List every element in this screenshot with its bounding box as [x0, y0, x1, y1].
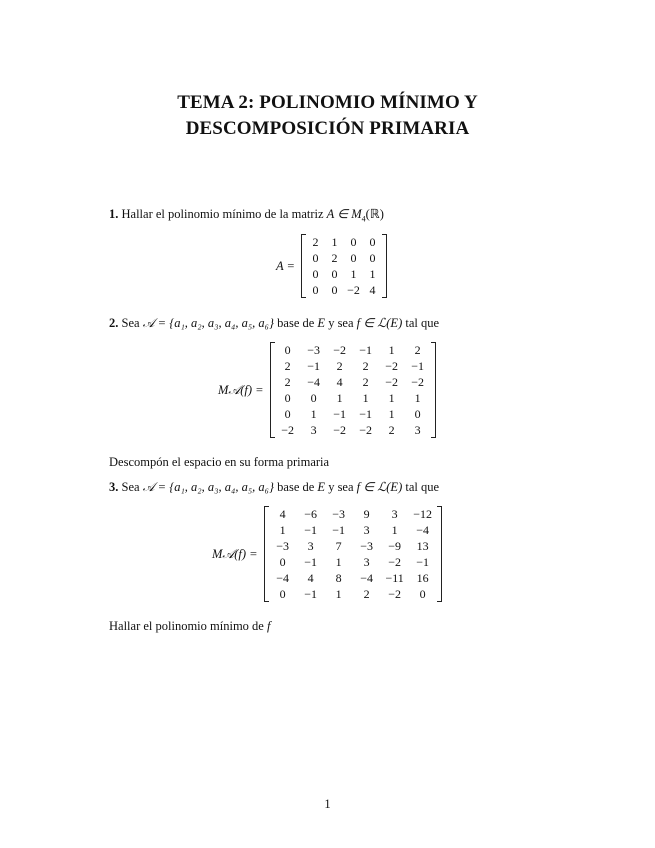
matrix-cell: −2	[411, 375, 424, 389]
matrix-row	[269, 570, 437, 586]
matrix-cell: 9	[363, 507, 370, 521]
problem-3-text-c: y sea	[328, 480, 354, 494]
left-bracket	[264, 506, 269, 602]
problem-3-text-b: base de	[277, 480, 315, 494]
matrix-cell: 0	[312, 251, 319, 265]
matrix-cell: 0	[414, 407, 421, 421]
matrix-cell: 16	[416, 571, 429, 585]
matrix-cell: 2	[363, 587, 370, 601]
matrix-cell: 3	[363, 555, 370, 569]
problem-2-statement	[109, 315, 439, 331]
matrix-cell: 0	[312, 267, 319, 281]
matrix-cell: −2	[347, 283, 360, 297]
matrix-cell: 1	[279, 523, 286, 537]
problem-2-map: f ∈ ℒ(E)	[356, 316, 403, 330]
matrix-cell: 0	[312, 283, 319, 297]
matrix-cell: 3	[363, 523, 370, 537]
matrix-cell: −3	[360, 539, 373, 553]
matrix-row	[306, 282, 382, 298]
matrix-cell: −1	[333, 407, 346, 421]
matrix-cell: 0	[284, 391, 291, 405]
problem-3-text-a: Sea	[121, 480, 140, 494]
problem-1-statement	[109, 206, 384, 224]
matrix-cell: 2	[336, 359, 343, 373]
matrix-cell: 4	[279, 507, 286, 521]
matrix-row	[269, 586, 437, 602]
matrix-row	[275, 390, 431, 406]
left-bracket	[301, 234, 306, 298]
matrix-cell: 3	[307, 539, 314, 553]
matrix-cell: 2	[331, 251, 338, 265]
matrix-m2-block	[218, 342, 436, 438]
matrix-cell: −9	[388, 539, 401, 553]
matrix-m3-block	[212, 506, 442, 602]
matrix-m2	[275, 342, 431, 438]
matrix-cell: −1	[304, 587, 317, 601]
matrix-m3	[269, 506, 437, 602]
matrix-cell: −1	[416, 555, 429, 569]
matrix-cell: −12	[413, 507, 432, 521]
matrix-cell: 4	[307, 571, 314, 585]
matrix-a	[306, 234, 382, 298]
matrix-cell: 0	[310, 391, 317, 405]
matrix-row	[306, 250, 382, 266]
matrix-cell: 1	[335, 555, 342, 569]
matrix-cell: −3	[307, 343, 320, 357]
matrix-cell: 2	[312, 235, 319, 249]
problem-3-text-d: tal que	[405, 480, 440, 494]
matrix-cell: 1	[335, 587, 342, 601]
problem-1-text: Hallar el polinomio mínimo de la matriz	[121, 207, 324, 221]
problem-1-math-sub: 4	[361, 214, 366, 224]
matrix-cell: 0	[369, 251, 376, 265]
matrix-cell: −4	[360, 571, 373, 585]
matrix-cell: 3	[391, 507, 398, 521]
matrix-row	[269, 506, 437, 522]
matrix-cell: −6	[304, 507, 317, 521]
matrix-cell: 0	[279, 555, 286, 569]
matrix-cell: 0	[350, 251, 357, 265]
matrix-row	[275, 342, 431, 358]
problem-2-text-d: tal que	[405, 316, 440, 330]
matrix-cell: 1	[336, 391, 343, 405]
matrix-cell: 0	[284, 343, 291, 357]
matrix-cell: 2	[284, 375, 291, 389]
matrix-cell: 2	[414, 343, 421, 357]
matrix-cell: −11	[385, 571, 404, 585]
matrix-cell: 2	[388, 423, 395, 437]
matrix-row	[269, 522, 437, 538]
matrix-cell: −1	[359, 407, 372, 421]
matrix-cell: 4	[369, 283, 376, 297]
matrix-cell: −4	[416, 523, 429, 537]
matrix-cell: 2	[362, 359, 369, 373]
matrix-cell: 4	[336, 375, 343, 389]
problem-3-map: f ∈ ℒ(E)	[356, 480, 403, 494]
matrix-cell: 0	[369, 235, 376, 249]
matrix-cell: −2	[359, 423, 372, 437]
matrix-cell: −3	[332, 507, 345, 521]
matrix-cell: −3	[276, 539, 289, 553]
problem-2-text-a: Sea	[121, 316, 140, 330]
matrix-cell: 2	[362, 375, 369, 389]
matrix-cell: 1	[388, 391, 395, 405]
right-bracket	[382, 234, 387, 298]
matrix-cell: −2	[333, 343, 346, 357]
matrix-cell: −1	[307, 359, 320, 373]
matrix-cell: −2	[385, 375, 398, 389]
problem-3-after	[109, 619, 270, 634]
matrix-cell: −2	[281, 423, 294, 437]
right-bracket	[437, 506, 442, 602]
matrix-cell: 7	[335, 539, 342, 553]
title-line-2: DESCOMPOSICIÓN PRIMARIA	[185, 118, 470, 139]
matrix-cell: −1	[304, 523, 317, 537]
problem-2-text-b: base de	[277, 316, 315, 330]
matrix-cell: 13	[416, 539, 429, 553]
matrix-cell: −4	[276, 571, 289, 585]
problem-1-math: A ∈ M	[326, 207, 362, 221]
matrix-cell: 0	[284, 407, 291, 421]
matrix-m3-lhs: M𝒜(f) =	[212, 546, 258, 561]
matrix-cell: 0	[279, 587, 286, 601]
matrix-cell: −4	[307, 375, 320, 389]
title-line-1: TEMA 2: POLINOMIO MÍNIMO Y	[177, 92, 478, 113]
matrix-cell: 1	[414, 391, 421, 405]
matrix-row	[275, 406, 431, 422]
problem-3-basis: 𝒜 = {a₁, a₂, a₃, a₄, a₅, a₆}	[142, 480, 275, 494]
matrix-cell: 1	[391, 523, 398, 537]
page-title	[0, 90, 655, 142]
matrix-cell: 3	[414, 423, 421, 437]
matrix-cell: 3	[310, 423, 317, 437]
matrix-cell: 1	[310, 407, 317, 421]
matrix-cell: 0	[419, 587, 426, 601]
problem-3-after-var: f	[266, 619, 271, 633]
matrix-row	[269, 538, 437, 554]
matrix-cell: 0	[331, 283, 338, 297]
matrix-row	[269, 554, 437, 570]
right-bracket	[431, 342, 436, 438]
matrix-cell: 8	[335, 571, 342, 585]
matrix-a-lhs: A =	[276, 258, 295, 273]
problem-3-after-text: Hallar el polinomio mínimo de	[109, 619, 264, 633]
matrix-cell: 1	[350, 267, 357, 281]
page-number: 1	[324, 797, 331, 811]
problem-1-number: 1.	[109, 207, 119, 221]
left-bracket	[270, 342, 275, 438]
problem-1-math-tail: (ℝ)	[365, 207, 384, 221]
matrix-a-block	[276, 234, 387, 298]
matrix-cell: −2	[333, 423, 346, 437]
matrix-cell: 0	[350, 235, 357, 249]
matrix-cell: −1	[304, 555, 317, 569]
matrix-m2-lhs: M𝒜(f) =	[218, 382, 264, 397]
matrix-cell: 1	[388, 407, 395, 421]
matrix-cell: −2	[385, 359, 398, 373]
matrix-cell: −2	[388, 587, 401, 601]
problem-3-number: 3.	[109, 480, 119, 494]
problem-2-space: E	[317, 316, 326, 330]
matrix-row	[275, 358, 431, 374]
matrix-row	[275, 422, 431, 438]
problem-2-text-c: y sea	[328, 316, 354, 330]
matrix-cell: −2	[388, 555, 401, 569]
problem-2-number: 2.	[109, 316, 119, 330]
problem-2-basis: 𝒜 = {a₁, a₂, a₃, a₄, a₅, a₆}	[142, 316, 275, 330]
matrix-cell: −1	[411, 359, 424, 373]
matrix-cell: 1	[331, 235, 338, 249]
problem-3-statement	[109, 479, 439, 495]
matrix-cell: 1	[362, 391, 369, 405]
matrix-cell: 1	[369, 267, 376, 281]
matrix-cell: 0	[331, 267, 338, 281]
matrix-cell: −1	[332, 523, 345, 537]
matrix-cell: 1	[388, 343, 395, 357]
matrix-cell: −1	[359, 343, 372, 357]
matrix-row	[306, 266, 382, 282]
problem-3-space: E	[317, 480, 326, 494]
matrix-row	[275, 374, 431, 390]
problem-2-after: Descompón el espacio en su forma primaria	[109, 455, 330, 469]
matrix-row	[306, 234, 382, 250]
matrix-cell: 2	[284, 359, 291, 373]
